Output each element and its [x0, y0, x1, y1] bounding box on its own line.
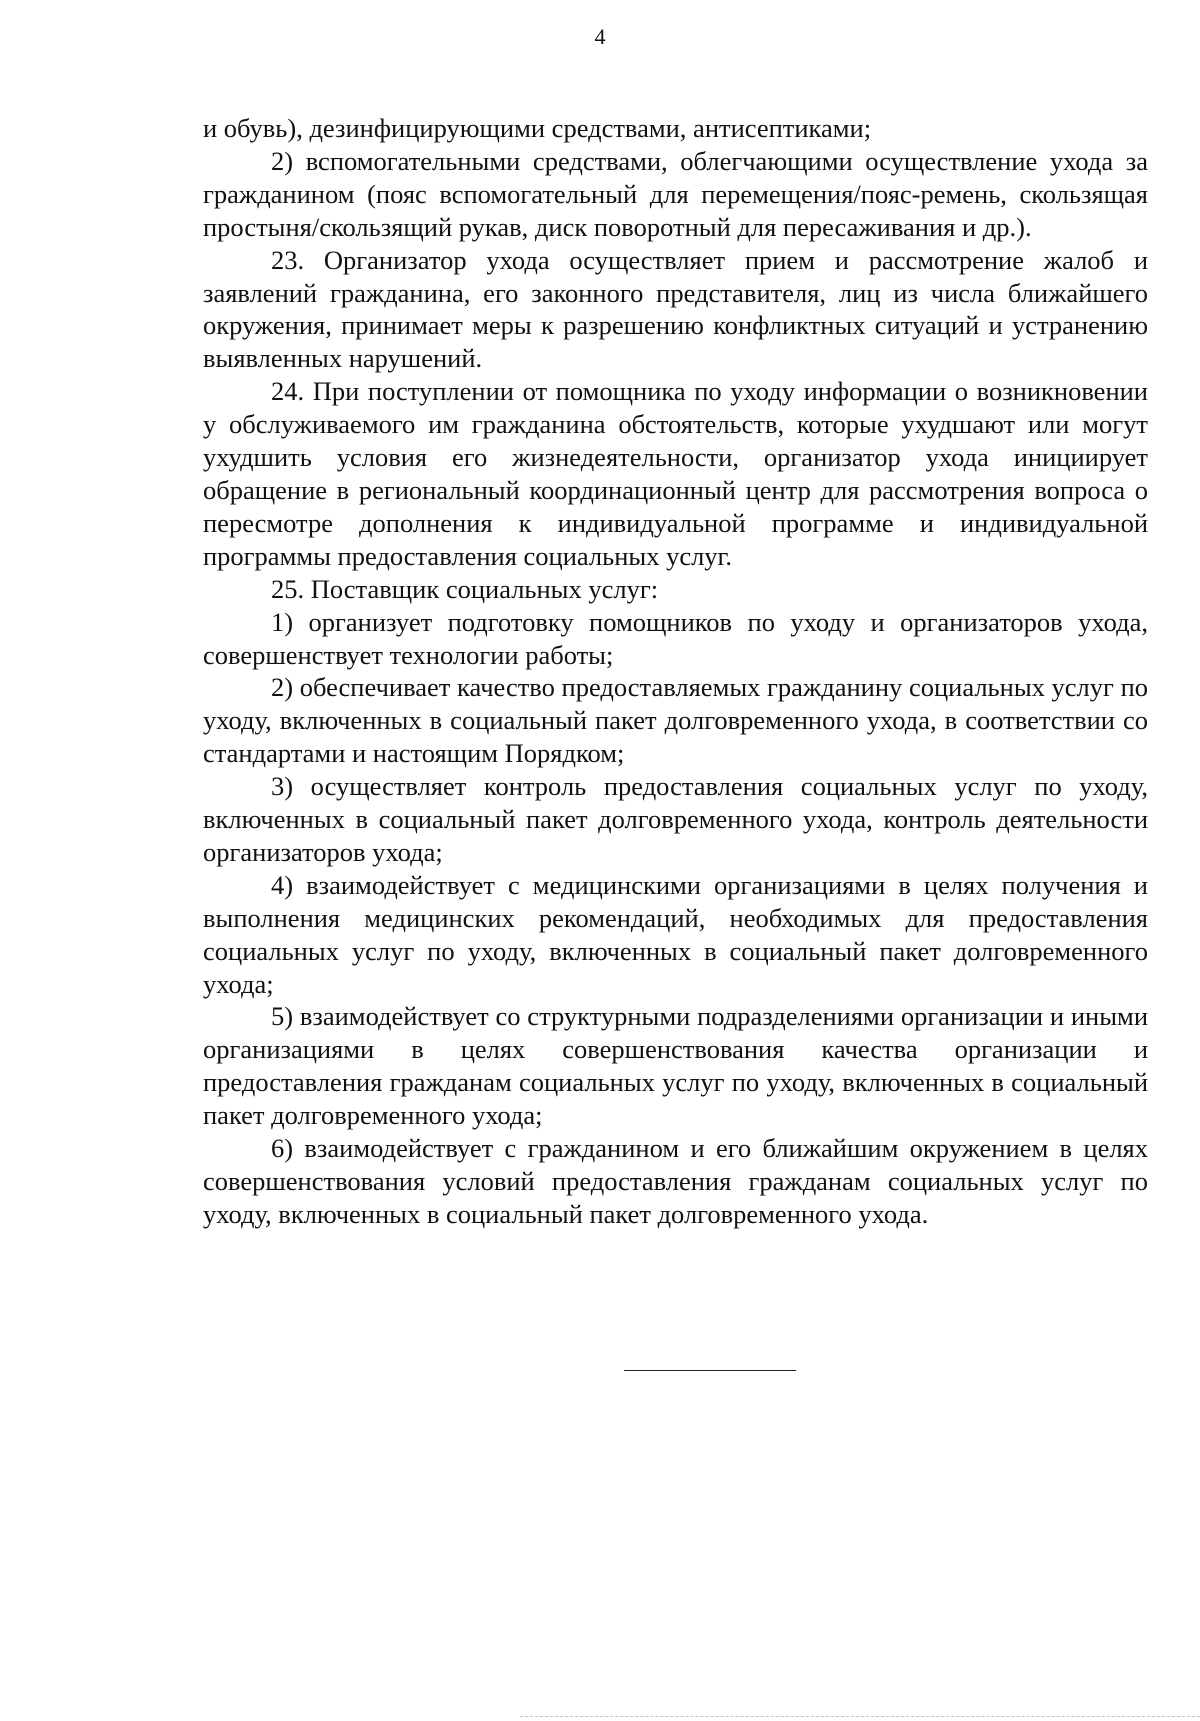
paragraph-item-25: 25. Поставщик социальных услуг:	[271, 573, 659, 604]
paragraph-subitem-2: 2) обеспечивает качество предоставляемых гражданину социальных услуг по уходу, включенных в социальный пакет долговременного ухода, в соответствии со стандартами и настоящим Порядком;	[203, 672, 1148, 769]
paragraph-subitem-3: 3) осуществляет контроль предоставления социальных услуг по уходу, включенных в социальный пакет долговременного ухода, контроль деятельности организаторов ухода;	[203, 771, 1148, 867]
paragraph-item-23: 23. Организатор ухода осуществляет прием и рассмотрение жалоб и заявлений гражданина, его законного представителя, лиц из числа ближайшего окружения, принимает меры к разрешению конфликтных ситуаций и устранению выявленных нарушений.	[203, 244, 1148, 374]
paragraph-item-24: 24. При поступлении от помощника по уходу информации о возникновении у обслуживаемого им гражданина обстоятельств, которые ухудшают или могут ухудшить условия его жизнедеятельности, организатор ухода инициирует обращение в региональный координационный центр для рассмотрения вопроса о пересмотре дополнения к индивидуальной программе и индивидуальной программы предоставления социальных услуг.	[203, 376, 1148, 571]
page-number: 4	[594, 24, 606, 49]
paragraph-subitem-1: 1) организует подготовку помощников по уходу и организаторов ухода, совершенствует технологии работы;	[203, 606, 1148, 670]
document-body	[203, 112, 1148, 1231]
paragraph-subitem-2-aids: 2) вспомогательными средствами, облегчающими осуществление ухода за гражданином (пояс вспомогательный для перемещения/пояс-ремень, скользящая простыня/скользящий рукав, диск поворотный для пересаживания и др.).	[203, 145, 1148, 242]
paragraph-subitem-5: 5) взаимодействует со структурными подразделениями организации и иными организациями в целях совершенствования качества организации и предоставления гражданам социальных услуг по уходу, включенных в социальный пакет долговременного ухода;	[203, 1001, 1148, 1131]
paragraph-continuation: и обувь), дезинфицирующими средствами, антисептиками;	[203, 113, 872, 143]
paragraph-subitem-4: 4) взаимодействует с медицинскими организациями в целях получения и выполнения медицинских рекомендаций, необходимых для предоставления социальных услуг по уходу, включенных в социальный пакет долговременного ухода;	[203, 869, 1148, 999]
paragraph-subitem-6: 6) взаимодействует с гражданином и его ближайшим окружением в целях совершенствования условий предоставления гражданам социальных услуг по уходу, включенных в социальный пакет долговременного ухода.	[203, 1133, 1148, 1229]
end-of-text-divider	[624, 1370, 796, 1371]
scan-edge-artifact	[520, 1716, 1200, 1717]
